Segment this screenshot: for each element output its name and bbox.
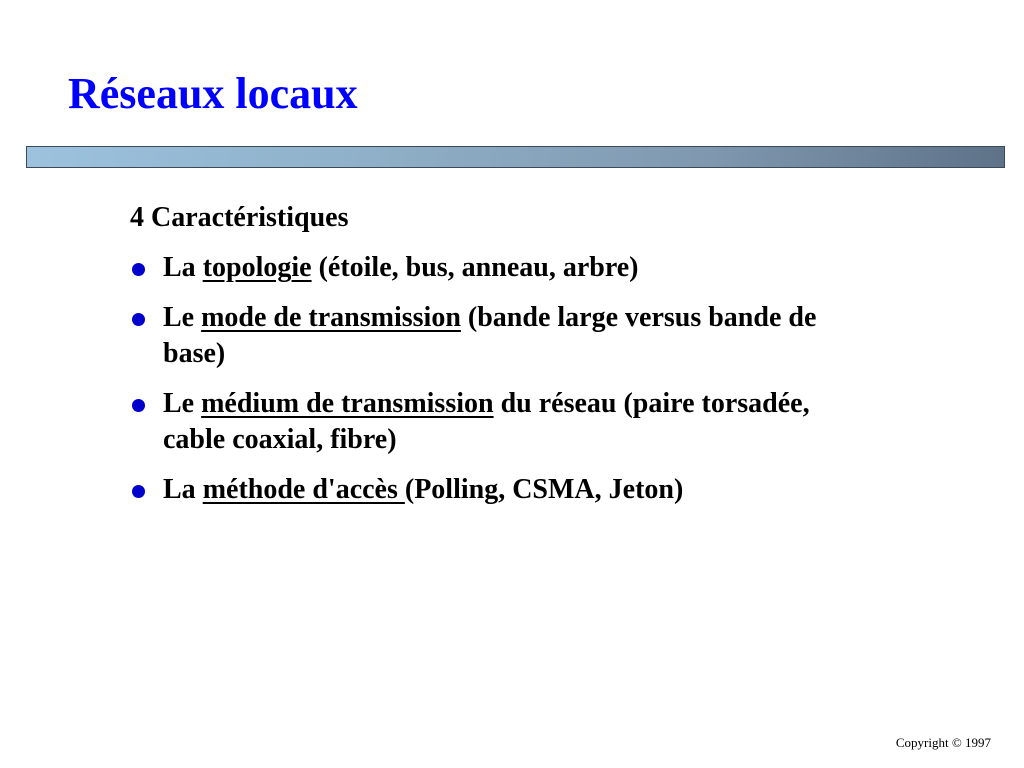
bullet-prefix: Le [163,388,202,419]
bullet-prefix: La [163,252,203,283]
title-divider-bar [26,146,1005,168]
bullet-item-mode-transmission [130,300,850,372]
bullet-item-medium-transmission [130,386,850,458]
bullet-term: médium de transmission [201,388,494,419]
bullet-rest: (bande large versus bande de base) [163,302,817,369]
bullet-list [130,250,850,508]
bullet-rest: (Polling, CSMA, Jeton) [404,474,684,505]
bullet-prefix: La [163,474,203,505]
bullet-prefix: Le [163,302,202,333]
bullet-item-topologie [130,250,850,286]
slide-content [130,200,850,522]
intro-line: 4 Caractéristiques [130,202,349,233]
bullet-term: mode de transmission [201,302,461,333]
bullet-term: méthode d'accès [202,474,405,505]
slide-title: Réseaux locaux [68,69,358,118]
bullet-icon [132,263,145,276]
bullet-icon [132,399,145,412]
bullet-term: topologie [202,252,312,283]
bullet-icon [132,313,145,326]
copyright-footer: Copyright © 1997 [895,735,991,750]
bullet-rest: du réseau (paire torsadée, cable coaxial, fibre) [163,388,810,455]
bullet-rest: (étoile, bus, anneau, arbre) [311,252,639,283]
bullet-item-methode-acces [130,472,850,508]
bullet-icon [132,485,145,498]
